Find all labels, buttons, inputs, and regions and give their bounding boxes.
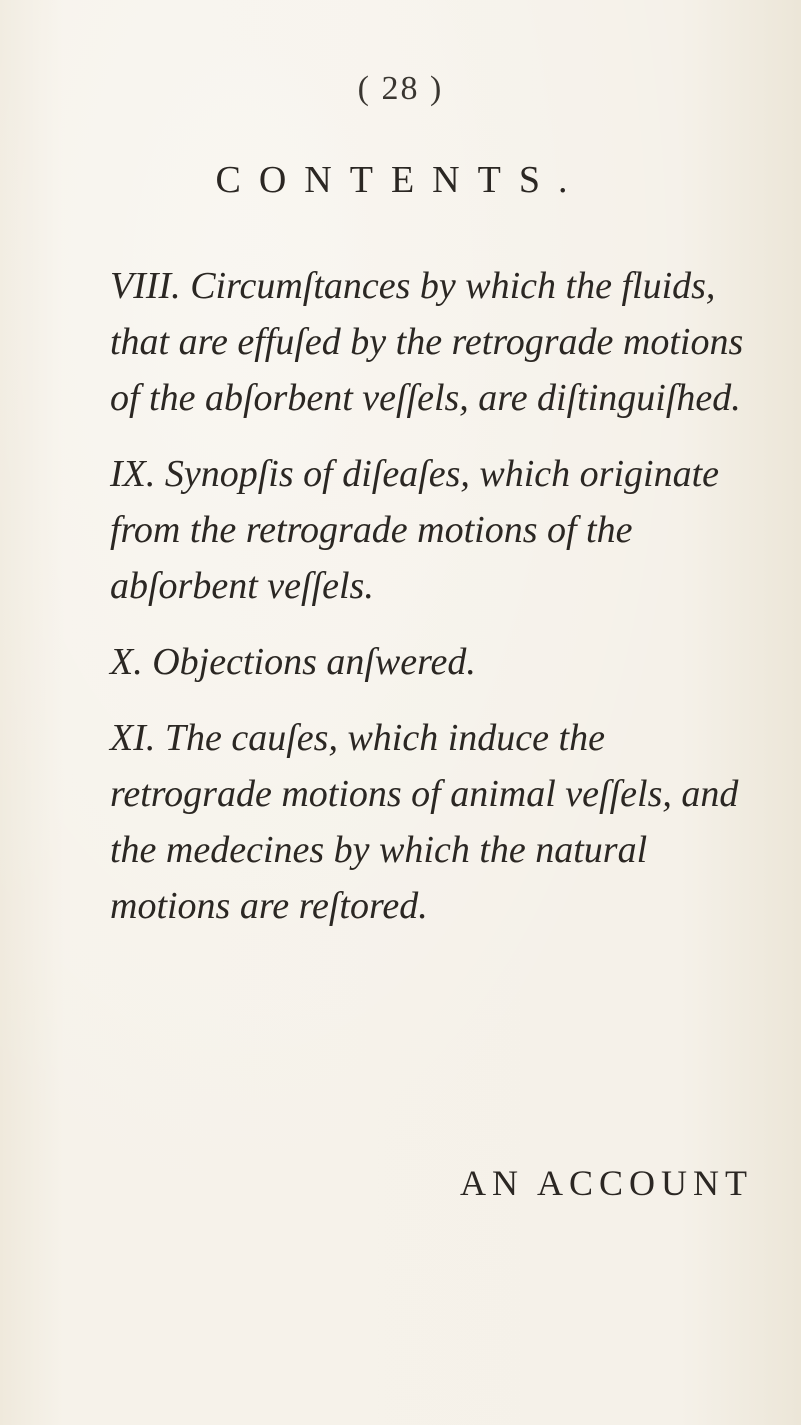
entry-number: IX. — [110, 453, 156, 495]
contents-list — [110, 258, 750, 934]
entry-text: The cauſes, which induce the retrograde motions of animal veſſels, and the medecines by which the natural motions are reſtored. — [110, 717, 739, 927]
entry-text: Objections anſwered. — [152, 641, 476, 683]
entry-text: Synopſis of diſeaſes, which originate from the retrograde motions of the abſorbent veſſels. — [110, 453, 719, 607]
contents-entry-xi — [110, 710, 750, 934]
contents-entry-x — [110, 634, 750, 690]
entry-text: Circumſtances by which the fluids, that are effuſed by the retrograde motions of the abſorbent veſſels, are diſtinguiſhed. — [110, 265, 744, 419]
entry-number: XI. — [110, 717, 156, 759]
contents-entry-ix — [110, 446, 750, 614]
contents-entry-viii — [110, 258, 750, 426]
page-number: ( 28 ) — [357, 70, 444, 107]
entry-number: X. — [110, 641, 143, 683]
entry-number: VIII. — [110, 265, 181, 307]
contents-heading: CONTENTS. — [215, 159, 586, 201]
catchword: AN ACCOUNT — [459, 1163, 753, 1203]
